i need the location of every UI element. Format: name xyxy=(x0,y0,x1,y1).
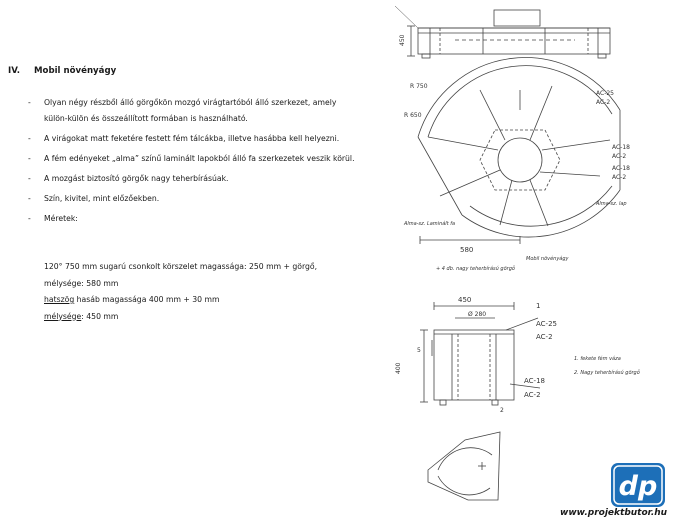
logo-text: dp xyxy=(618,471,658,502)
prism-width-label: 450 xyxy=(458,296,472,304)
prism-5-label: 5 xyxy=(417,347,421,354)
elevation-sketch xyxy=(395,6,610,58)
section-number: IV. xyxy=(8,66,21,76)
plan-ac18-label: AC-18 xyxy=(612,144,630,151)
dimension-line: 120° 750 mm sugarú csonkolt körszelet magassága: 250 mm + görgő, xyxy=(44,262,318,271)
dimension-rest: : 450 mm xyxy=(81,311,119,321)
bullet-item: - Olyan négy részből álló görgőkön mozgó virágtartóból álló szerkezet, amely külön-külön és összeállított formában is használható. xyxy=(28,98,337,123)
prism-note-1: 1. fekete fém váza xyxy=(574,356,621,362)
bullet-text: Olyan négy részből álló görgőkön mozgó virágtartóból álló szerkezet, amely külön-külön és összeállított formában is használható. xyxy=(44,98,337,123)
plan-alma-right-label: Alma-sz. lap xyxy=(596,201,627,207)
plan-ac2-label: AC-2 xyxy=(596,99,611,106)
plan-width-label: 580 xyxy=(460,246,474,254)
plan-r750-label: R 750 xyxy=(410,83,428,90)
prism-ac18-label: AC-18 xyxy=(524,377,545,385)
bullet-text: Méretek: xyxy=(44,214,78,223)
prism-sketch xyxy=(420,302,540,500)
prism-ac2-label: AC-2 xyxy=(536,333,553,341)
plan-ac18b-label: AC-18 xyxy=(612,165,630,172)
bullet-text: A mozgást biztosító görgők nagy teherbírásúak. xyxy=(44,174,229,183)
bullet-text: Szín, kivitel, mint előzőekben. xyxy=(44,194,160,203)
plan-ac2b-label: AC-2 xyxy=(612,153,627,160)
prism-ac25-label: AC-25 xyxy=(536,320,557,328)
elevation-height-label: 450 xyxy=(399,34,406,46)
plan-alma-left-label: Alma-sz. Laminált fa xyxy=(404,221,456,227)
prism-height-label: 400 xyxy=(395,362,402,374)
plan-caption-sub: + 4 db. nagy teherbírású görgő xyxy=(436,266,515,272)
dimension-keyword: hatszög xyxy=(44,295,75,304)
plan-sketch xyxy=(418,58,620,244)
bullet-item: - A fém edényeket „alma” színű laminált lapokból álló fa szerkezetek veszik körül. xyxy=(28,154,355,163)
dimension-rest: hasáb magassága 400 mm + 30 mm xyxy=(74,295,220,304)
prism-inner-label: Ø 280 xyxy=(468,311,487,318)
plan-r650-label: R 650 xyxy=(404,112,422,119)
dimension-line: mélysége: 580 mm xyxy=(44,278,119,288)
prism-label-2: 2 xyxy=(500,407,504,414)
bullet-item: - Méretek: xyxy=(28,214,78,223)
prism-note-2: 2. Nagy teherbírású görgő xyxy=(574,370,640,376)
prism-label-1: 1 xyxy=(536,302,541,310)
prism-ac2b-label: AC-2 xyxy=(524,391,541,399)
plan-caption: Mobil növényágy xyxy=(526,256,569,262)
website-link[interactable]: www.projektbutor.hu xyxy=(560,508,668,518)
bullet-item: - Szín, kivitel, mint előzőekben. xyxy=(28,194,160,203)
plan-ac25-label: AC-25 xyxy=(596,90,614,97)
bullet-item: - A virágokat matt feketére festett fém tálcákba, illetve hasábba kell helyezni. xyxy=(28,134,340,143)
projektbutor-logo xyxy=(610,462,666,508)
bullet-text: A virágokat matt feketére festett fém tálcákba, illetve hasábba kell helyezni. xyxy=(44,134,340,143)
dimension-keyword: mélysége xyxy=(44,311,82,321)
plan-ac2c-label: AC-2 xyxy=(612,174,627,181)
section-title: Mobil növényágy xyxy=(34,66,117,76)
bullet-item: - A mozgást biztosító görgők nagy teherbírásúak. xyxy=(28,174,229,183)
bullet-text: A fém edényeket „alma” színű laminált lapokból álló fa szerkezetek veszik körül. xyxy=(44,154,355,163)
